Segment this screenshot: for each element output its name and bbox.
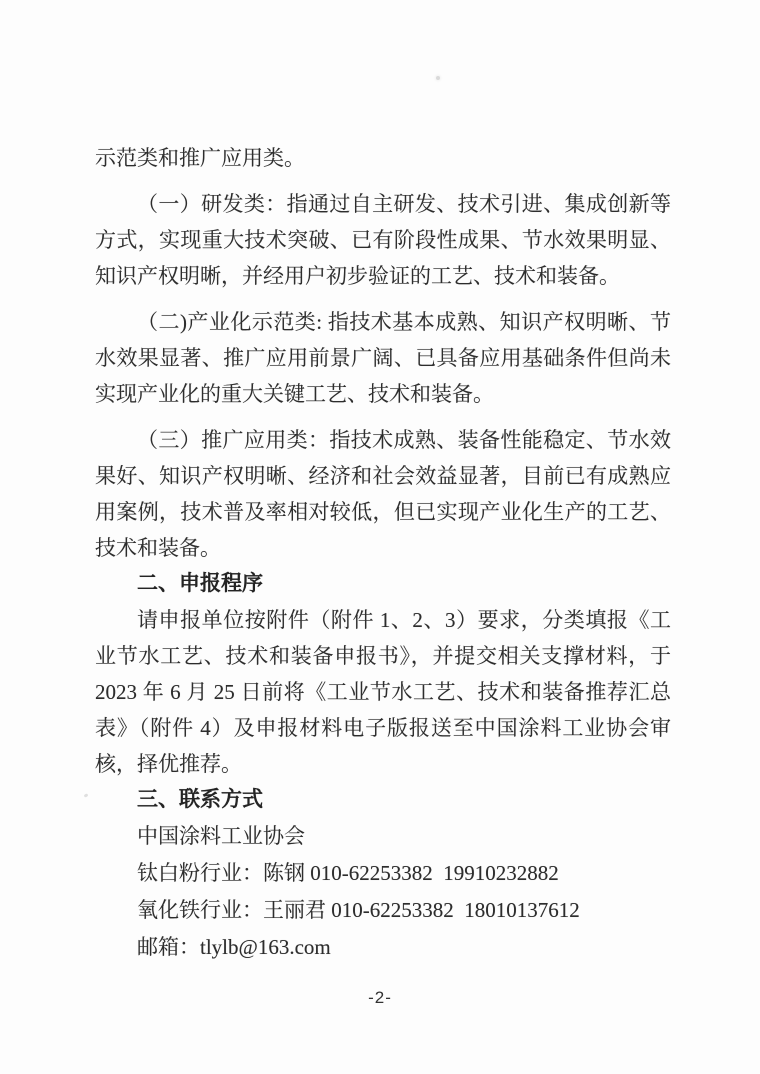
paragraph-category-1: （一）研发类：指通过自主研发、技术引进、集成创新等方式，实现重大技术突破、已有阶段性成果、节水效果明显、知识产权明晰，并经用户初步验证的工艺、技术和装备。	[95, 192, 671, 288]
paragraph-continuation: 示范类和推广应用类。	[95, 146, 305, 170]
page-number: -2-	[368, 988, 392, 1007]
paragraph-category-3: （三）推广应用类：指技术成熟、装备性能稳定、节水效果好、知识产权明晰、经济和社会效益显著，目前已有成熟应用案例，技术普及率相对较低，但已实现产业化生产的工艺、技术和装备。	[95, 428, 671, 560]
section-heading-application-procedure: 二、申报程序	[137, 572, 263, 595]
scan-artifact-dot	[436, 76, 440, 80]
paragraph-application-procedure: 请申报单位按附件（附件 1、2、3）要求，分类填报《工业节水工艺、技术和装备申报书》，并提交相关支撑材料，于 2023 年 6 月 25 日前将《工业节水工艺、技术和装备推荐汇总表》（附件 4）及申报材料电子版报送至中国涂料工业协会审核，择优推荐。	[95, 608, 671, 776]
document-body	[95, 140, 671, 966]
section-heading-contact-info: 三、联系方式	[137, 788, 263, 811]
contact-line-association: 中国涂料工业协会	[137, 824, 305, 848]
paragraph-category-2: （二)产业化示范类: 指技术基本成熟、知识产权明晰、节水效果显著、推广应用前景广阔、已具备应用基础条件但尚未实现产业化的重大关键工艺、技术和装备。	[95, 310, 671, 406]
contact-line-titanium-dioxide: 钛白粉行业：陈钢 010-62253382 19910232882	[137, 861, 559, 885]
scan-artifact-dot	[84, 793, 89, 798]
contact-line-iron-oxide: 氧化铁行业：王丽君 010-62253382 18010137612	[137, 898, 580, 922]
contact-line-email: 邮箱：tlylb@163.com	[137, 935, 331, 959]
